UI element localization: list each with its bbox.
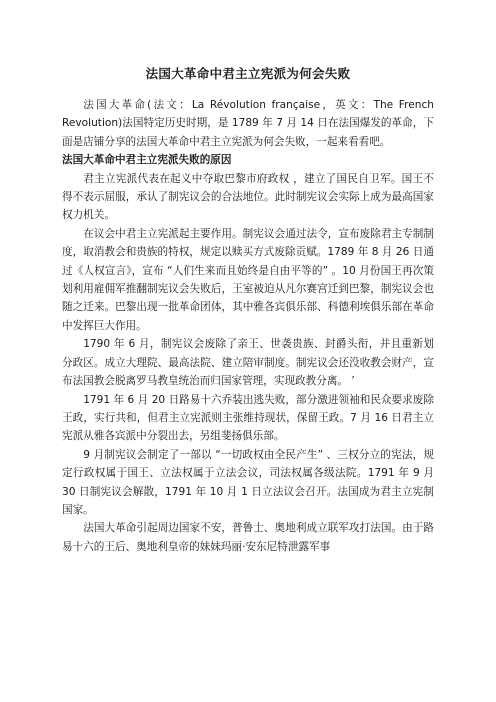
intro-paragraph: 法国大革命(法文：La Révolution française，英文：The French Revolution)法国特定历史时期，是 1789 年 7 月 14 日在法国爆发的革命，下面是店铺分享的法国大革命中君主立宪派为何会失败，一起来看看吧。: [62, 99, 434, 148]
section-heading: 法国大革命中君主立宪派失败的原因: [62, 154, 232, 167]
body-paragraph: 君主立宪派代表在起义中夺取巴黎市府政权 ，建立了国民自卫军。国王不得不表示屈服，承认了制宪议会的合法地位。此时制宪议会实际上成为最高国家权力机关。: [62, 172, 434, 222]
body-paragraph: 法国大革命引起周边国家不安，普鲁士、奥地利成立联军攻打法国。由于路易十六的王后、奥地利皇帝的妹妹玛丽·安东尼特泄露军事: [62, 522, 434, 553]
body-paragraph: 1790 年 6 月，制宪议会废除了亲王、世袭贵族、封爵头衔，并且重新划分政区。成立大理院、最高法院、建立陪审制度。制宪议会还没收教会财产，宣布法国教会脱离罗马教皇统治而归国家管理，实现政教分离。 ’: [62, 338, 434, 388]
document-body: [62, 96, 434, 556]
body-paragraph: 9 月制宪议会制定了一部以 “一切政权由全民产生” 、三权分立的宪法，规定行政权属于国王、立法权属于立法会议，司法权属各级法院。1791 年 9 月 30 日制宪议会解散，1791 年 10 月 1 日立法议会召开。法国成为君主立宪制国家。: [62, 448, 434, 516]
body-paragraph: 在议会中君主立宪派起主要作用。制宪议会通过法令，宣布废除君主专制制度，取消教会和贵族的特权，规定以赎买方式废除贡赋。1789 年 8 月 26 日通过《人权宣言》，宣布 “人们生来而且始终是自由平等的” 。10 月份国王再次策划利用雇佣军推翻制宪议会失败后，王室被迫从凡尔赛宫迁到巴黎，制宪议会也随之迁来。巴黎出现一批革命团体，其中雅各宾俱乐部、科德利埃俱乐部在革命中发挥巨大作用。: [62, 227, 434, 332]
document-page: [62, 0, 434, 556]
body-paragraph: 1791 年 6 月 20 日路易十六乔装出逃失败，部分激进领袖和民众要求废除王政，实行共和，但君主立宪派则主张维持现状，保留王政。7 月 16 日君主立宪派从雅各宾派中分裂出去，另组斐扬俱乐部。: [62, 393, 434, 443]
document-title: 法国大革命中君主立宪派为何会失败: [145, 66, 351, 81]
